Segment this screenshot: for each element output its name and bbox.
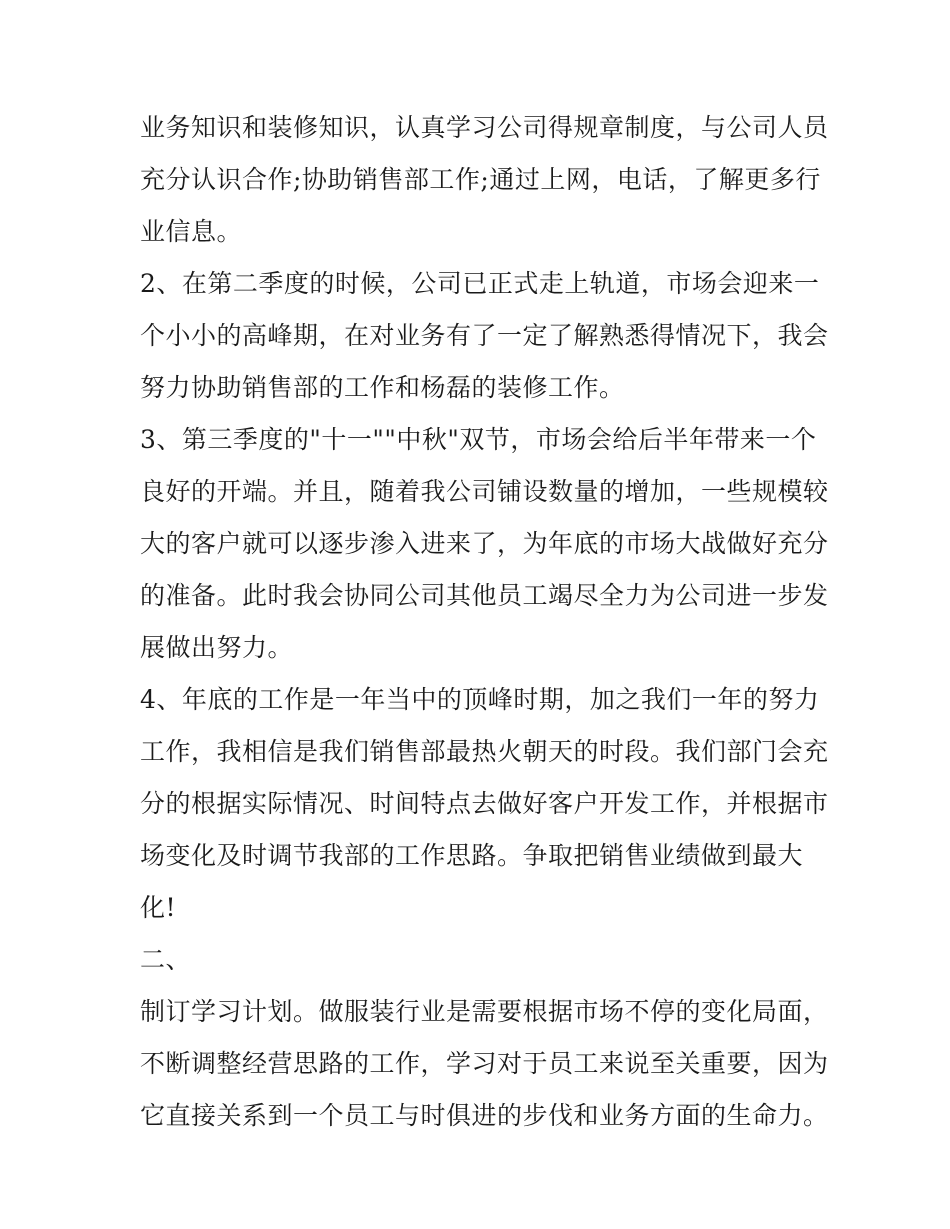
text-line: 业信息。: [140, 217, 243, 246]
text-line: 的准备。此时我会协同公司其他员工竭尽全力为公司进一步发: [140, 581, 829, 610]
text-line: 2、在第二季度的时候，公司已正式走上轨道，市场会迎来一: [140, 269, 820, 298]
section-heading: 二、: [140, 945, 192, 974]
text-line: 3、第三季度的"十一""中秋"双节，市场会给后半年带来一个: [140, 425, 817, 454]
text-line: 充分认识合作;协助销售部工作;通过上网，电话，了解更多行: [140, 165, 821, 194]
text-line: 工作，我相信是我们销售部最热火朝天的时段。我们部门会充: [140, 737, 829, 766]
text-line: 制订学习计划。做服装行业是需要根据市场不停的变化局面，: [140, 997, 829, 1026]
text-line: 努力协助销售部的工作和杨磊的装修工作。: [140, 373, 625, 402]
text-line: 分的根据实际情况、时间特点去做好客户开发工作，并根据市: [140, 789, 829, 818]
text-line: 良好的开端。并且，随着我公司铺设数量的增加，一些规模较: [140, 477, 829, 506]
text-line: 它直接关系到一个员工与时俱进的步伐和业务方面的生命力。: [140, 1101, 829, 1130]
text-line: 大的客户就可以逐步渗入进来了，为年底的市场大战做好充分: [140, 529, 829, 558]
text-line: 展做出努力。: [140, 633, 294, 662]
text-line: 业务知识和装修知识，认真学习公司得规章制度，与公司人员: [140, 113, 829, 142]
text-line: 不断调整经营思路的工作，学习对于员工来说至关重要，因为: [140, 1049, 829, 1078]
text-line: 个小小的高峰期，在对业务有了一定了解熟悉得情况下，我会: [140, 321, 829, 350]
text-line: 化!: [140, 893, 177, 922]
text-line: 场变化及时调节我部的工作思路。争取把销售业绩做到最大: [140, 841, 804, 870]
text-line: 4、年底的工作是一年当中的顶峰时期，加之我们一年的努力: [140, 685, 820, 714]
